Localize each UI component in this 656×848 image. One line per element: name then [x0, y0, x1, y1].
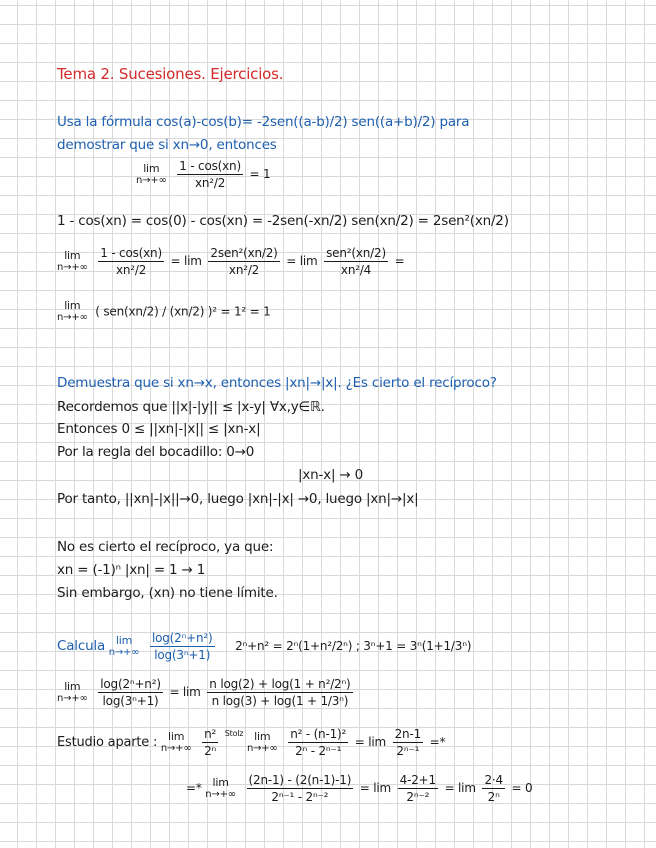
fraction: $\frac{1 - \cos(xn)}{\text{xn²/2}}$: [179, 159, 241, 190]
fraction: $\frac{\text{n²}}{\text{2ⁿ}}$: [204, 727, 217, 758]
ex2-line1: Recordemos que ||x|-|y|| ≤ |x-y| ∀x,y∈ℝ.: [57, 399, 325, 415]
fraction: $\frac{2n-1}{\text{2ⁿ⁻¹}}$: [394, 727, 422, 758]
limit-operator: lim n→+∞: [57, 248, 88, 273]
equals-lim: = lim: [169, 685, 201, 699]
ex1-step1: 1 - cos(xn) = cos(0) - cos(xn) = -2sen(-xn/2) sen(xn/2) = 2sen²(xn/2): [57, 213, 509, 229]
ex1-goal-formula: [136, 158, 270, 191]
ex1-step2: [57, 245, 404, 278]
ex2-line4: |xn-x| → 0: [298, 467, 363, 483]
ex2-line7: xn = (-1)ⁿ |xn| = 1 → 1: [57, 562, 206, 578]
fraction: $\frac{4-2+1}{\text{2ⁿ⁻²}}$: [399, 773, 436, 804]
ex2-line2: Entonces 0 ≤ ||xn|-|x|| ≤ |xn-x|: [57, 421, 261, 437]
equals-lim: = lim: [286, 254, 318, 268]
fraction: $\frac{(2n-1) - (2(n-1)-1)}{\text{2ⁿ⁻¹ - 2ⁿ⁻²}}$: [248, 773, 352, 804]
step3-expression: ( sen(xn/2) / (xn/2) )² = 1² = 1: [95, 304, 271, 319]
equals-zero: = 0: [511, 781, 533, 795]
equals-lim: = lim: [170, 254, 202, 268]
ex3-calcula-label: Calcula: [57, 638, 106, 654]
limit-operator: lim n→+∞: [205, 775, 236, 800]
fraction: $\frac{\text{n log(2) + log(1 + n²/2ⁿ)}}{\text{n log(3) + log(1 + 1/3ⁿ)}}$: [209, 677, 351, 708]
equals-lim: = lim: [354, 735, 386, 749]
ex3-aparte: [57, 726, 445, 759]
limit-operator: lim n→+∞: [108, 633, 140, 658]
ex3-aside: 2ⁿ+n² = 2ⁿ(1+n²/2ⁿ) ; 3ⁿ+1 = 3ⁿ(1+1/3ⁿ): [235, 639, 472, 653]
equals-sign: =: [394, 254, 405, 268]
fraction: $\frac{\text{2sen²(xn/2)}}{\text{xn²/2}}$: [210, 246, 278, 277]
fraction: $\frac{\text{log(2ⁿ+n²)}}{\text{log(3ⁿ+1)}}$: [151, 631, 213, 662]
equals-lim: = lim: [359, 781, 392, 795]
limit-operator: lim n→+∞: [57, 299, 88, 323]
ex2-line6: No es cierto el recíproco, ya que:: [57, 539, 274, 555]
ex3-statement: [57, 630, 471, 663]
equals-lim: = lim: [444, 781, 476, 795]
ex3-final: [186, 772, 532, 805]
limit-operator: lim n→+∞: [160, 729, 192, 754]
equals-one: = 1: [249, 167, 271, 181]
limit-operator: lim n→+∞: [57, 679, 88, 704]
ex1-step3: [57, 300, 271, 324]
ex2-line3: Por la regla del bocadillo: 0→0: [57, 444, 255, 460]
aparte-label: Estudio aparte :: [57, 735, 158, 750]
fraction: $\frac{\text{n² - (n-1)²}}{\text{2ⁿ - 2ⁿ⁻¹}}$: [290, 727, 347, 758]
fraction: $\frac{2\cdot 4}{\text{2ⁿ}}$: [484, 773, 503, 804]
stolz-equals: =*: [186, 781, 202, 795]
fraction: $\frac{1 - \cos(xn)}{\text{xn²/2}}$: [100, 246, 162, 277]
stolz-label: Stolz: [224, 729, 244, 738]
ex2-line8: Sin embargo, (xn) no tiene límite.: [57, 585, 278, 601]
ex1-statement-line1: Usa la fórmula cos(a)-cos(b)= -2sen((a-b)/2) sen((a+b)/2) para: [57, 114, 470, 130]
ex1-statement-line2: demostrar que si xn→0, entonces: [57, 137, 277, 153]
ex2-line5: Por tanto, ||xn|-|x||→0, luego |xn|-|x| →0, luego |xn|→|x|: [57, 491, 419, 507]
ex3-step1: [57, 676, 356, 709]
fraction: $\frac{\text{sen²(xn/2)}}{\text{xn²/4}}$: [326, 246, 386, 277]
ex2-statement: Demuestra que si xn→x, entonces |xn|→|x|. ¿Es cierto el recíproco?: [57, 375, 497, 391]
fraction: $\frac{\text{log(2ⁿ+n²)}}{\text{log(3ⁿ+1)}}$: [100, 677, 161, 708]
stolz-equals: =*: [429, 735, 446, 749]
page-title: Tema 2. Sucesiones. Ejercicios.: [57, 65, 284, 83]
limit-operator: lim n→+∞: [246, 729, 278, 754]
limit-operator: lim n→+∞: [136, 161, 167, 186]
